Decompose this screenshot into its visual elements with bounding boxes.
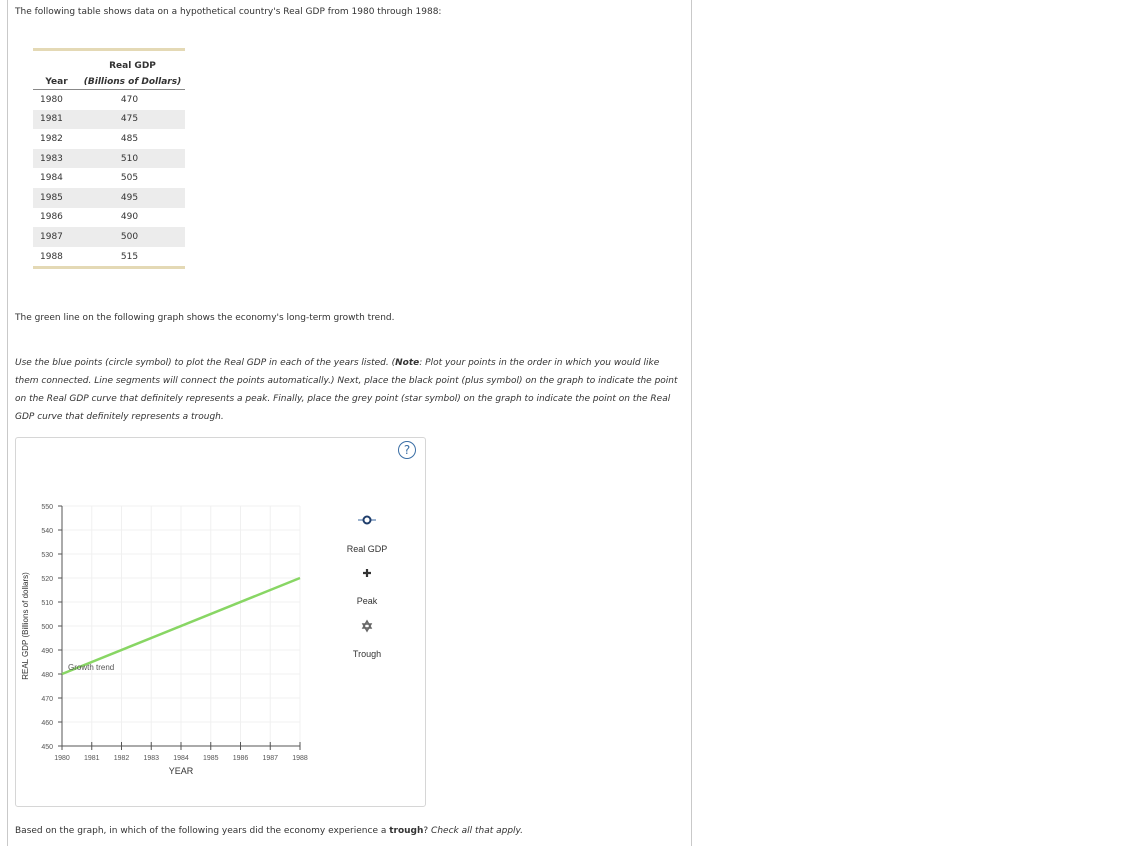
y-tick-label: 450 (41, 744, 53, 751)
y-tick-label: 530 (41, 552, 53, 559)
y-tick-label: 470 (41, 696, 53, 703)
table-row (33, 168, 185, 188)
x-tick-label: 1980 (54, 755, 70, 762)
x-tick-label: 1983 (143, 755, 160, 762)
legend-real-gdp-label: Real GDP (346, 544, 388, 554)
year-cell: 1984 (40, 173, 63, 184)
question-part2: ? (423, 826, 432, 836)
help-icon[interactable]: ? (398, 441, 416, 459)
intro-text: The following table shows data on a hypothetical country's Real GDP from 1980 through 1988: (15, 7, 442, 17)
y-tick-label: 520 (41, 576, 53, 583)
gdp-cell: 495 (80, 188, 185, 208)
gdp-cell: 515 (120, 251, 139, 262)
legend-trough-label: Trough (352, 649, 382, 659)
table-row (33, 188, 185, 208)
gdp-cell: 475 (80, 110, 185, 130)
x-tick-label: 1988 (292, 755, 308, 762)
gdp-cell: 470 (120, 94, 139, 105)
instructions-part2: : Plot your points in the order in which you would like them connected. Line segments will connect the points automatically.) Next, place the black point (plus symbol) on the graph to indicate the point on the Real GDP curve that definitely represents a peak. Finally, place the grey point (star symbol) on the graph to indicate the point on the Real GDP curve that definitely represents a trough. (15, 358, 678, 422)
year-cell: 1985 (33, 188, 80, 208)
instructions-note-label: Note (395, 358, 420, 368)
question-bold: trough (389, 826, 424, 836)
x-tick-label: 1986 (232, 755, 249, 762)
y-tick-label: 480 (41, 672, 53, 679)
x-tick-label: 1987 (262, 755, 279, 762)
trend-text: The green line on the following graph shows the economy's long-term growth trend. (15, 313, 395, 323)
y-tick-label: 490 (41, 648, 53, 655)
x-axis-label: YEAR (168, 766, 194, 776)
x-tick-label: 1985 (202, 755, 219, 762)
table-row (33, 129, 185, 149)
y-tick-label: 550 (41, 504, 53, 511)
table-row (33, 110, 185, 130)
gdp-header-line1: Real GDP (109, 61, 156, 71)
x-tick-label: 1981 (83, 755, 100, 762)
x-tick-label: 1982 (113, 755, 130, 762)
x-tick-label: 1984 (173, 755, 189, 762)
question-italic: Check all that apply. (431, 826, 524, 836)
year-cell: 1983 (33, 149, 80, 169)
table-row (33, 90, 185, 110)
year-cell: 1988 (40, 251, 63, 262)
year-header: Year (33, 71, 80, 90)
table-row (33, 247, 185, 268)
growth-trend-label: Growth trend (68, 663, 115, 672)
gdp-table (33, 48, 185, 269)
table-row (33, 208, 185, 228)
gdp-cell: 500 (80, 227, 185, 247)
instructions-part1: Use the blue points (circle symbol) to plot the Real GDP in each of the years listed. ( (15, 358, 396, 368)
y-axis-label: REAL GDP (Billions of dollars) (21, 572, 30, 680)
table-row (33, 227, 185, 247)
y-tick-label: 540 (41, 528, 53, 535)
gdp-header-line2: (Billions of Dollars) (83, 77, 182, 87)
legend-peak-label: Peak (356, 596, 378, 606)
y-tick-label: 510 (41, 600, 53, 607)
y-tick-label: 460 (41, 720, 53, 727)
question-text (15, 826, 523, 836)
year-cell: 1987 (33, 227, 80, 247)
year-cell: 1982 (40, 133, 63, 144)
graph-panel (15, 437, 426, 807)
y-tick-label: 500 (41, 624, 53, 631)
year-cell: 1981 (33, 110, 80, 130)
gdp-cell: 510 (80, 149, 185, 169)
question-part1: Based on the graph, in which of the following years did the economy experience a (15, 826, 390, 836)
gdp-cell: 505 (120, 173, 139, 184)
year-cell: 1986 (40, 212, 63, 223)
gdp-cell: 485 (120, 133, 139, 144)
instructions (15, 354, 683, 426)
year-cell: 1980 (40, 94, 63, 105)
gdp-cell: 490 (120, 212, 139, 223)
table-row (33, 149, 185, 169)
